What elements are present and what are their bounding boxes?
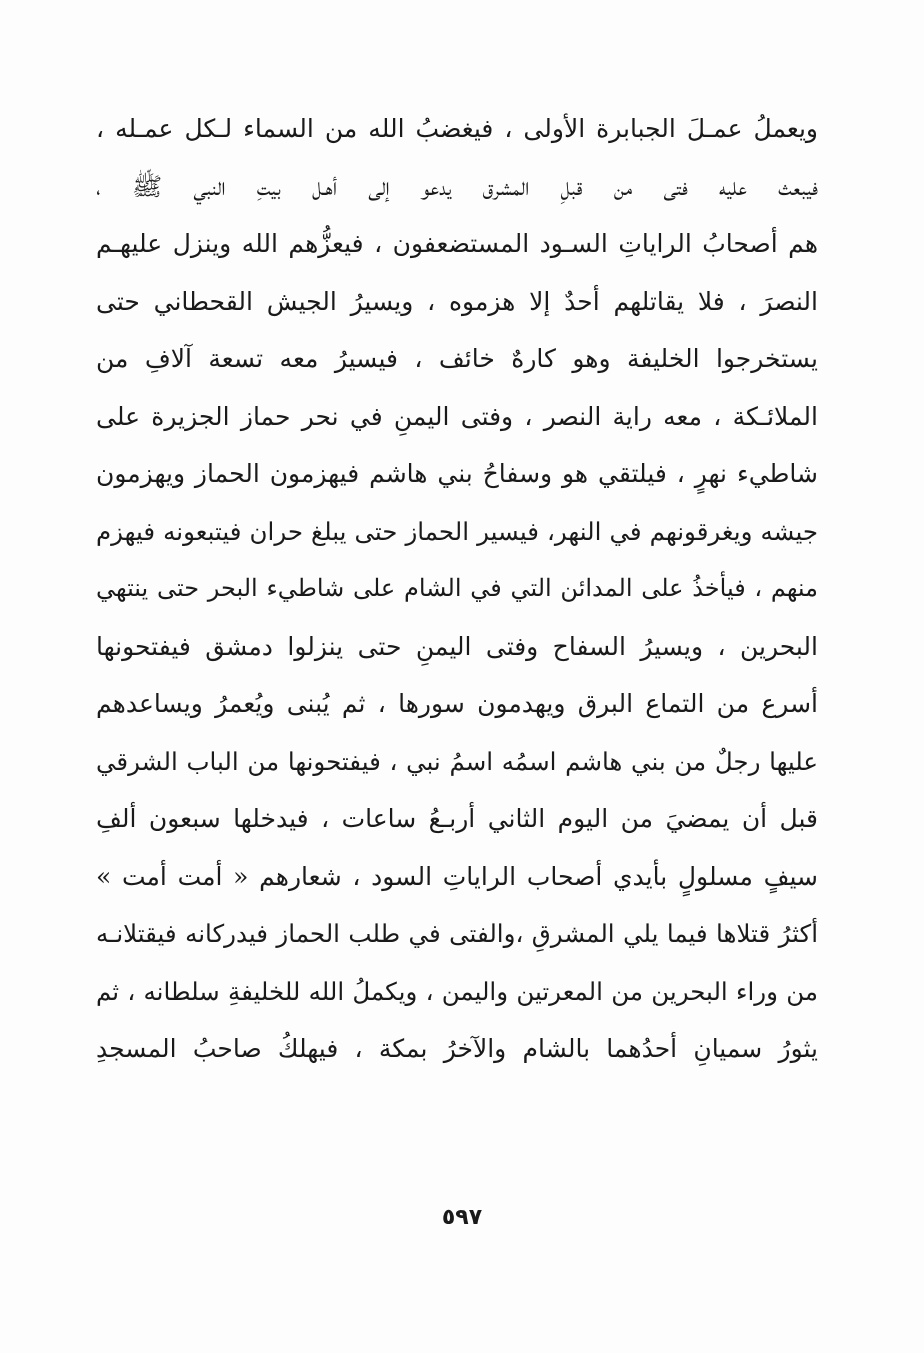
text-line: أكثرُ قتلاها فيما يلي المشرقِ ،والفتى في طلب الحماز فيدركانه فيقتلانـه [96, 919, 818, 948]
page-number: ٥٩٧ [441, 1205, 483, 1230]
text-line: شاطيء نهرٍ ، فيلتقي هو وسفاحُ بني هاشم فيهزمون الحماز ويهزمون [96, 459, 818, 488]
text-line: الملائـكة ، معه راية النصر ، وفتى اليمنِ في نحر حماز الجزيرة على [96, 401, 818, 431]
text-line: ويعملُ عمـلَ الجبابرة الأولى ، فيغضبُ الله من السماء لـكل عمـله ، [96, 114, 818, 143]
text-line: النصرَ ، فلا يقاتلهم أحدٌ إلا هزموه ، ويسيرُ الجيش القحطاني حتى [96, 286, 818, 316]
text-line: جيشه ويغرقونهم في النهر، فيسير الحماز حتى يبلغ حران فيتبعونه فيهزم [96, 516, 818, 546]
text-line: منهم ، فيأخذُ على المدائن التي في الشام على شاطيء البحر حتى ينتهي [96, 574, 818, 602]
text-line: يستخرجوا الخليفة وهو كارهٌ خائف ، فيسيرُ معه تسعة آلافِ من [96, 344, 818, 373]
text-line: فيبعث عليه فتى من قبلِ المشرق يدعو إلى أهـل بيتِ النبي ﷺ ، [96, 171, 818, 201]
text-line: من وراء البحرين من المعرتين واليمن ، ويكملُ الله للخليفةِ سلطانه ، ثم [96, 976, 818, 1006]
text-line: سيفٍ مسلولٍ بأيدي أصحاب الراياتِ السود ، شعارهم « أمت أمت » [96, 861, 818, 891]
text-line: البحرين ، ويسيرُ السفاح وفتى اليمنِ حتى ينزلوا دمشق فيفتحونها [96, 631, 818, 661]
text-line: أسرع من التماع البرق ويهدمون سورها ، ثم يُبنى ويُعمرُ ويساعدهم [96, 689, 818, 718]
body-text [96, 100, 818, 1078]
text-line: عليها رجلٌ من بني هاشم اسمُه اسمُ نبي ، فيفتحونها من الباب الشرقي [96, 746, 818, 776]
text-line: هم أصحابُ الراياتِ السـود المستضعفون ، فيعزُّهم الله وينزل عليهـم [96, 229, 818, 258]
text-line: يثورُ سميانِ أحدُهما بالشام والآخرُ بمكة ، فيهلكُ صاحبُ المسجدِ [96, 1034, 818, 1063]
text-line: قبل أن يمضيَ من اليوم الثاني أربـعُ ساعات ، فيدخلها سبعون ألفِ [96, 804, 818, 833]
